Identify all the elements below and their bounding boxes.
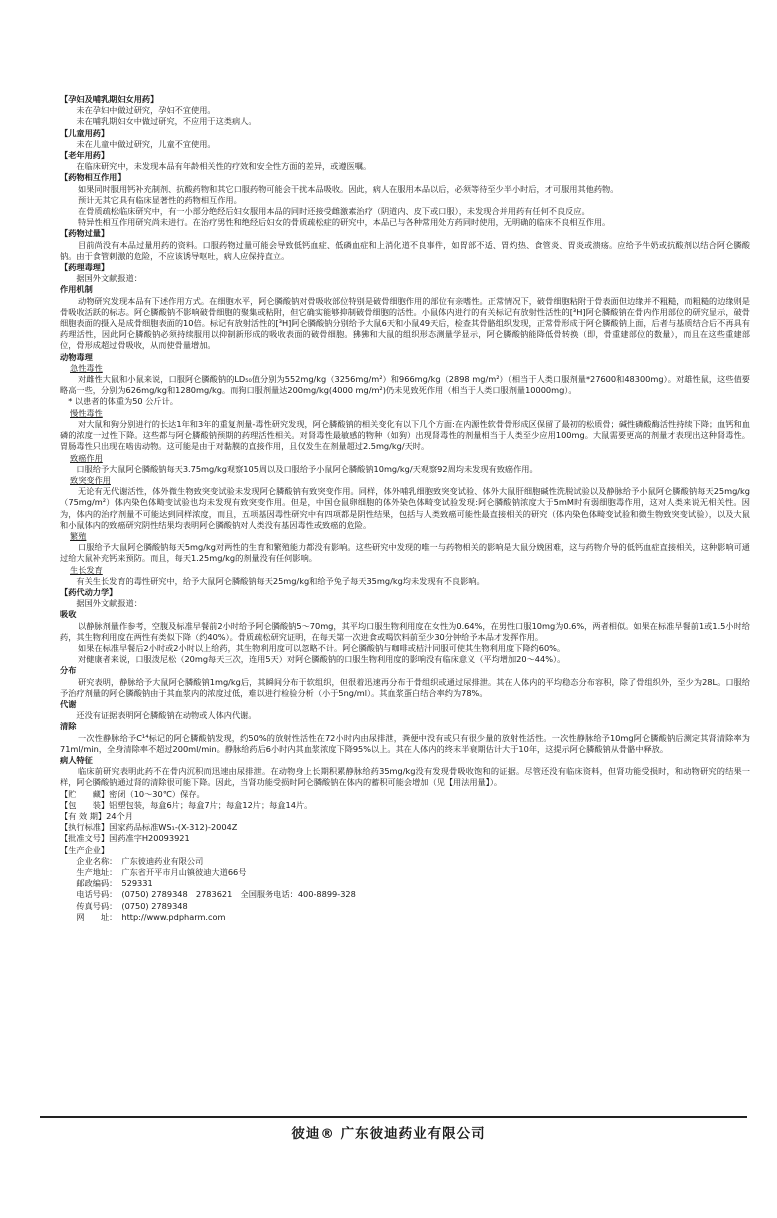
text-line: 电话号码： (0750) 2789348 2783621 全国服务电话：400-8899-328 bbox=[60, 889, 356, 900]
paragraph: 在骨质疏松临床研究中，有一小部分绝经后妇女服用本品的同时还接受雌激素治疗（阴道内、皮下或口服），未发现合并用药有任何不良反应。 bbox=[78, 206, 590, 217]
toxicity-heading: 慢性毒性 bbox=[70, 407, 103, 418]
paragraph: 研究表明，静脉给予大鼠阿仑膦酸钠1mg/kg后，其瞬间分布于软组织，但很着迅速再分布于骨组织或通过尿排泄。其在人体内的平均稳态分布容积，除了骨组织外，至少为28L。口服给予治疗剂量的阿仑膦酸钠由于其血浆内的浓度过低，难以进行检验分析（小于5ng/ml）。其血浆蛋白结合率约为78%。 bbox=[60, 676, 750, 698]
paragraph: 特异性相互作用研究尚未进行。在治疗男性和绝经后妇女的骨质疏松症的研究中，本品已与各种常用处方药同时使用，无明确的临床不良相互作用。 bbox=[78, 217, 611, 228]
text-line: 有关生长发育的毒性研究中，给予大鼠阿仑膦酸钠每天25mg/kg和给予兔子每天35mg/kg均未发现有不良影响。 bbox=[60, 575, 485, 586]
text-line: 邮政编码： 529331 bbox=[60, 878, 153, 889]
text-line: 企业名称： 广东彼迪药业有限公司 bbox=[60, 855, 204, 866]
paragraph: 对健康者来说，口服泼尼松（20mg每天三次，连用5天）对阿仑膦酸钠的口服生物利用度的影响没有临床意义（平均增加20～44%）。 bbox=[78, 654, 566, 665]
section-header: 【孕妇及哺乳期妇女用药】 bbox=[60, 94, 159, 104]
paragraph: 目前尚没有本品过量用药的资料。口服药物过量可能会导致低钙血症、低磷血症和上消化道不良事件，如胃部不适、胃灼热、食管炎、胃炎或溃疡。应给予牛奶或抗酸剂以结合阿仑膦酸钠。由于食管刺激的危险，不应该诱导呕吐，病人应保持直立。 bbox=[60, 239, 750, 261]
text-line: 口服给予大鼠阿仑膦酸钠每天3.75mg/kg观察105周以及口服给予小鼠阿仑膦酸钠10mg/kg/天观察92周均未发现有致癌作用。 bbox=[60, 463, 538, 474]
subsection-title: 动物毒理 bbox=[60, 351, 93, 362]
section-header: 【药代动力学】 bbox=[60, 586, 118, 597]
text-line: 未在哺乳期妇女中做过研究，不应用于这类病人。 bbox=[60, 116, 257, 127]
text-line: 【贮 藏】密闭（10～30℃）保存。 bbox=[60, 788, 205, 799]
toxicity-heading: 致癌作用 bbox=[70, 452, 103, 463]
text-line: 【生产企业】 bbox=[60, 844, 110, 855]
section-header: 【老年用药】 bbox=[60, 150, 110, 161]
section-header: 【药理毒理】 bbox=[60, 262, 110, 273]
text-line: 【执行标准】国家药品标准WS₁-(X-312)-2004Z bbox=[60, 822, 238, 833]
paragraph: 对雌性大鼠和小鼠来说，口服阿仑膦酸钠的LD₅₀值分别为552mg/kg（3256mg/m²）和966mg/kg（2898 mg/m²）（相当于人类口服剂量*27600和48300mg）。对雄性鼠，这些值要略高一些，分别为626mg/kg和1280mg/kg。而狗口服剂量达200mg/kg(4000 mg/m²)仍未见致死作用（相当于人类口服剂量10000mg）。 bbox=[60, 374, 750, 396]
text-line: 未在儿童中做过研究，儿童不宜使用。 bbox=[60, 138, 216, 149]
text-line: 据国外文献报道： bbox=[60, 598, 142, 609]
section-header: 【药物过量】 bbox=[60, 228, 110, 239]
paragraph: 无论有无代谢活性，体外微生物致突变试验未发现阿仑膦酸钠有致突变作用。同样，体外哺乳细胞致突变试验、体外大鼠肝细胞碱性洗脱试验以及静脉给予小鼠阿仑膦酸钠每天25mg/kg（75mg/m²）体内染色体畸变试验也均未发现有致突变作用。但是，中国仓鼠卵细胞的体外染色体畸变试验发现:阿仑膦酸钠浓度大于5mM时有弱细胞毒作用，这对人类来说无相关性。因为，体内的治疗剂量不可能达到同样浓度，而且，五项基因毒性研究中有四项都是阴性结果，包括与人类致癌可能性最直接相关的研究（体内染色体畸变试验和微生物致突变试验），以及大鼠和小鼠体内的致癌研究阴性结果均表明阿仑膦酸钠对人类没有基因毒性或致癌的危险。 bbox=[60, 486, 750, 530]
paragraph: 一次性静脉给予C¹⁴标记的阿仑膦酸钠发现，约50%的放射性活性在72小时内由尿排泄，粪便中没有或只有很少量的放射性活性。一次性静脉给予10mg阿仑膦酸钠后测定其肾清除率为71ml/min，全身清除率不超过200ml/min。静脉给药后6小时内其血浆浓度下降95%以上。其在人体内的终末半衰期估计大于10年，这提示阿仑膦酸钠从骨骼中释放。 bbox=[60, 732, 750, 754]
subsection-title: 分布 bbox=[60, 665, 77, 676]
text-line: 【有 效 期】24个月 bbox=[60, 811, 133, 821]
paragraph: 对大鼠和狗分别进行的长达1年和3年的重复剂量-毒性研究发现，阿仑膦酸钠的相关变化有以下几个方面:在内源性软骨骨形成区保留了最初的松质骨；碱性磷酸酶活性持续下降；血钙和血磷的浓度一过性下降。这些都与阿仑膦酸钠预期的药理活性相关。对肾毒性最敏感的物种（如狗）出现肾毒性的剂量相当于人类至少应用100mg。大鼠需要更高的剂量才表现出这种肾毒性。胃肠毒性只出现在啮齿动物。这可能是由于对黏膜的直接作用，且仅发生在剂量超过2.5mg/kg/天时。 bbox=[60, 418, 750, 452]
text-line: 未在孕妇中做过研究，孕妇不宜使用。 bbox=[60, 105, 216, 116]
text-line: 据国外文献报道： bbox=[60, 273, 142, 284]
text-line: 网 址： http://www.pdpharm.com bbox=[60, 911, 226, 922]
footer bbox=[0, 1116, 777, 1156]
toxicity-heading: 急性毒性 bbox=[70, 362, 103, 373]
subsection-title: 吸收 bbox=[60, 609, 77, 620]
subsection-title: 作用机制 bbox=[60, 284, 93, 295]
toxicity-heading: 生长发育 bbox=[70, 564, 103, 575]
leaflet-body bbox=[60, 94, 750, 923]
paragraph: 动物研究发现本品有下述作用方式。在细胞水平，阿仑膦酸钠对骨吸收部位特别是破骨细胞作用的部位有亲嗜性。正常情况下，破骨细胞粘附于骨表面但边缘并不粗糙，而粗糙的边缘则是骨吸收活跃的标志。阿仑膦酸钠不影响破骨细胞的聚集或粘附，但它确实能够抑制破骨细胞的活性。小鼠体内进行的有关标记有放射性活性的[³H]阿仑膦酸钠在骨内作用部位的研究显示，破骨细胞表面的摄入是成骨细胞表面的10倍。标记有放射活性的[³H]阿仑膦酸钠分别给予大鼠6天和小鼠49天后，检查其骨骼组织发现，正常骨形成于阿仑膦酸钠上面，后者与基质结合后不再具有药理活性，因此阿仑膦酸钠必须持续服用以抑制新形成的吸收表面的破骨细胞。狒狒和大鼠的组织形态测量学显示，阿仑膦酸钠能降低骨转换（即，骨重建部位的数量），而且在这些重建部位，骨形成超过骨吸收，从而使骨量增加。 bbox=[60, 295, 750, 351]
toxicity-heading: 致突变作用 bbox=[70, 474, 111, 485]
paragraph: 口服给予大鼠阿仑膦酸钠每天5mg/kg对两性的生育和繁殖能力都没有影响。这些研究中发现的唯一与药物相关的影响是大鼠分娩困难，这与药物介导的低钙血症直接相关，这种影响可通过给大鼠补充钙来预防。而且，每天1.25mg/kg的剂量没有任何影响。 bbox=[60, 542, 750, 564]
paragraph: 如果同时服用钙补充制剂、抗酸药物和其它口服药物可能会干扰本品吸收。因此，病人在服用本品以后，必须等待至少半小时后，才可服用其他药物。 bbox=[78, 183, 619, 194]
text-line: 在临床研究中，未发现本品有年龄相关性的疗效和安全性方面的差异，或遵医嘱。 bbox=[60, 161, 372, 172]
paragraph: 如果在标准早餐后2小时或2小时以上给药，其生物利用度可以忽略不计。阿仑膦酸钠与咖啡或桔汁同服可使其生物利用度下降约60%。 bbox=[78, 642, 566, 653]
subsection-title: 代谢 bbox=[60, 698, 77, 709]
text-line: 【包 装】铝塑包装，每盒6片；每盒7片；每盒12片；每盒14片。 bbox=[60, 799, 313, 810]
paragraph: 以静脉剂量作参考，空腹及标准早餐前2小时给予阿仑膦酸钠5～70mg，其平均口服生物利用度在女性为0.64%，在男性口服10mg为0.6%，两者相似。如果在标准早餐前1或1.5小时给药，其生物利用度在两性有类似下降（约40%）。骨质疏松研究证明，在每天第一次进食或喝饮料前至少30分钟给予本品才发挥作用。 bbox=[60, 620, 750, 642]
section-header: 【药物相互作用】 bbox=[60, 172, 126, 183]
text-line: * 以患者的体重为50 公斤计。 bbox=[60, 396, 178, 407]
paragraph: 预计无其它具有临床显著性的药物相互作用。 bbox=[78, 194, 242, 205]
subsection-title: 清除 bbox=[60, 721, 77, 732]
text-line: 生产地址： 广东省开平市月山镇彼迪大道66号 bbox=[60, 867, 247, 878]
top-margin bbox=[0, 0, 777, 94]
footer-rule bbox=[40, 1116, 747, 1118]
text-line: 传真号码： (0750) 2789348 bbox=[60, 900, 188, 911]
company-footer: 彼迪® 广东彼迪药业有限公司 bbox=[291, 1126, 486, 1142]
toxicity-heading: 繁殖 bbox=[70, 530, 87, 541]
text-line: 【批准文号】国药准字H20093921 bbox=[60, 833, 190, 844]
paragraph: 临床前研究表明此药不在骨内沉积而迅速由尿排泄。在动物身上长期积累静脉给药35mg/kg没有发现骨吸收饱和的证据。尽管还没有临床资料，但肾功能受损时，和动物研究的结果一样，阿仑膦酸钠通过肾的清除很可能下降。因此，当肾功能受损时阿仑膦酸钠在体内的蓄积可能会增加（见【用法用量】）。 bbox=[60, 766, 750, 788]
section-header: 【儿童用药】 bbox=[60, 127, 110, 138]
text-line: 还没有证据表明阿仑膦酸钠在动物或人体内代谢。 bbox=[60, 710, 257, 721]
subsection-title: 病人特征 bbox=[60, 754, 93, 765]
